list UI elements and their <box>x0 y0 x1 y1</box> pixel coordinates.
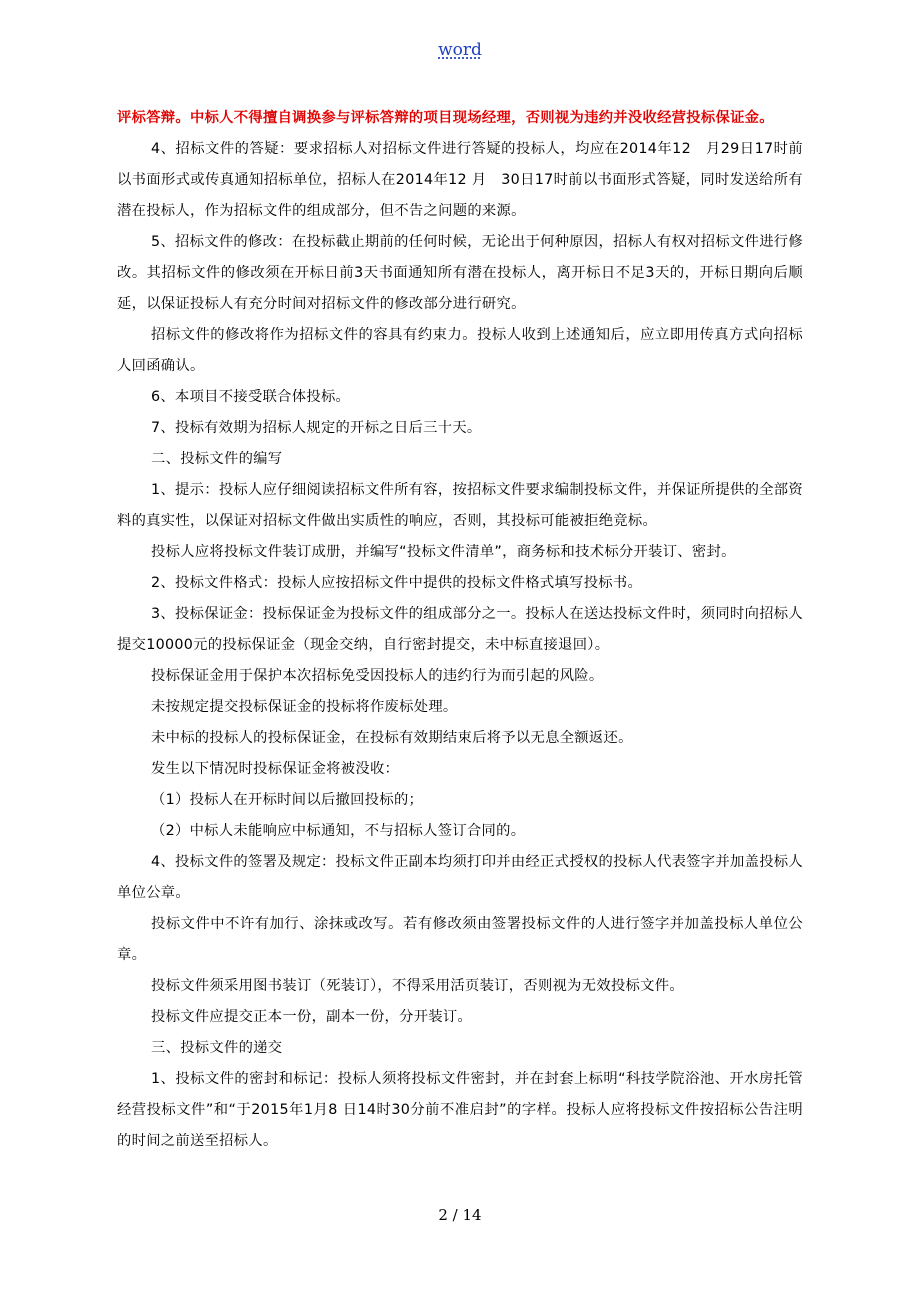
paragraph-no-alteration: 投标文件中不许有加行、涂抹或改写。若有修改须由签署投标文件的人进行签字并加盖投标人单位公章。 <box>117 916 803 963</box>
paragraph-validity: 7、投标有效期为招标人规定的开标之日后三十天。 <box>151 420 482 436</box>
page-number: 2 / 14 <box>438 1206 482 1224</box>
paragraph-signing: 4、投标文件的签署及规定：投标文件正副本均须打印并由经正式授权的投标人代表签字并加盖投标人单位公章。 <box>117 854 803 901</box>
section-heading-preparation: 二、投标文件的编写 <box>151 451 283 467</box>
paragraph-deposit: 3、投标保证金：投标保证金为投标文件的组成部分之一。投标人在送达投标文件时，须同时向招标人提交10000元的投标保证金（现金交纳，自行密封提交，未中标直接退回）。 <box>117 606 803 653</box>
paragraph-amendment-binding: 招标文件的修改将作为招标文件的容具有约束力。投标人收到上述通知后，应立即用传真方式向招标人回函确认。 <box>117 327 803 374</box>
document-body <box>117 103 803 1157</box>
paragraph-copies: 投标文件应提交正本一份，副本一份，分开装订。 <box>151 1009 473 1025</box>
paragraph-binding: 投标人应将投标文件装订成册，并编写“投标文件清单”，商务标和技术标分开装订、密封。 <box>151 544 736 560</box>
paragraph-no-consortium: 6、本项目不接受联合体投标。 <box>151 389 351 405</box>
paragraph-deposit-refund: 未中标的投标人的投标保证金，在投标有效期结束后将予以无息全额返还。 <box>151 730 633 746</box>
paragraph-forfeit-intro: 发生以下情况时投标保证金将被没收： <box>151 761 400 777</box>
page-header <box>0 40 920 60</box>
paragraph-notice: 1、提示：投标人应仔细阅读招标文件所有容，按招标文件要求编制投标文件，并保证所提供的全部资料的真实性，以保证对招标文件做出实质性的响应，否则，其投标可能被拒绝竞标。 <box>117 482 803 529</box>
paragraph-deposit-missing: 未按规定提交投标保证金的投标将作废标处理。 <box>151 699 458 715</box>
list-item-forfeit-1: （1）投标人在开标时间以后撤回投标的； <box>151 792 424 808</box>
paragraph-continuation-red: 评标答辩。中标人不得擅自调换参与评标答辩的项目现场经理，否则视为违约并没收经营投标保证金。 <box>117 110 774 126</box>
paragraph-amendment: 5、招标文件的修改：在投标截止期前的任何时候，无论出于何种原因，招标人有权对招标文件进行修改。其招标文件的修改须在开标日前3天书面通知所有潜在投标人，离开标日不足3天的，开标日期向后顺延，以保证投标人有充分时间对招标文件的修改部分进行研究。 <box>117 234 803 312</box>
paragraph-deposit-purpose: 投标保证金用于保护本次招标免受因投标人的违约行为而引起的风险。 <box>151 668 604 684</box>
section-heading-submission: 三、投标文件的递交 <box>151 1040 283 1056</box>
paragraph-clarification: 4、招标文件的答疑：要求招标人对招标文件进行答疑的投标人，均应在2014年12 月29日17时前以书面形式或传真通知招标单位，招标人在2014年12 月 30日17时前以书面形式答疑，同时发送给所有潜在投标人，作为招标文件的组成部分，但不告之问题的来源。 <box>117 141 803 219</box>
paragraph-sealing: 1、投标文件的密封和标记：投标人须将投标文件密封，并在封套上标明“科技学院浴池、开水房托管经营投标文件”和“于2015年1月8 日14时30分前不准启封”的字样。投标人应将投标文件按招标公告注明的时间之前送至招标人。 <box>117 1071 803 1149</box>
paragraph-format: 2、投标文件格式：投标人应按招标文件中提供的投标文件格式填写投标书。 <box>151 575 643 591</box>
paragraph-book-binding: 投标文件须采用图书装订（死装订），不得采用活页装订，否则视为无效投标文件。 <box>151 978 684 994</box>
list-item-forfeit-2: （2）中标人未能响应中标通知，不与招标人签订合同的。 <box>151 823 526 839</box>
header-title[interactable]: word <box>438 40 482 60</box>
